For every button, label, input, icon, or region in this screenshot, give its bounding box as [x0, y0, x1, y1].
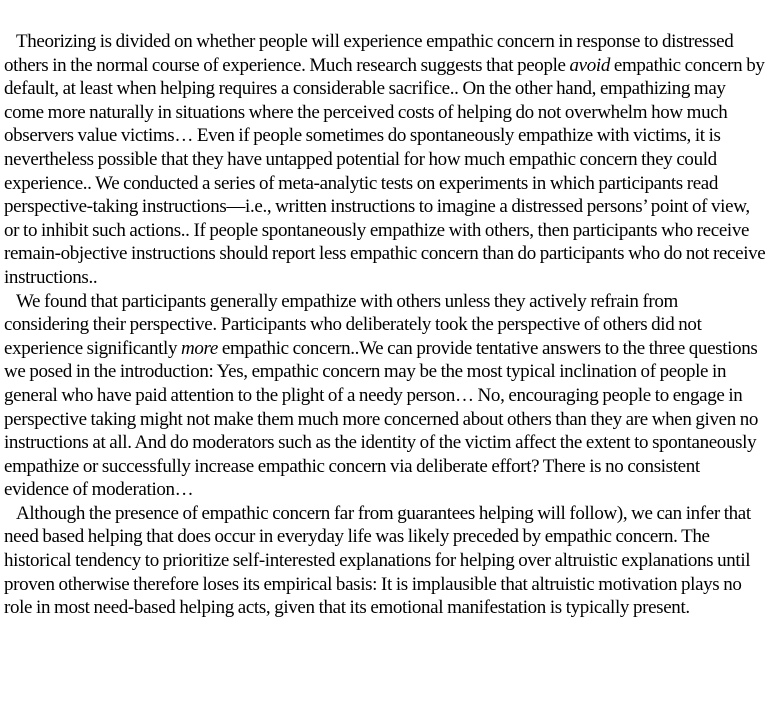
- paragraph-1-text-a: Theorizing is divided on whether people will experience empathic concern in response to distressed others in the normal course of experience. Much research suggests that people: [4, 31, 734, 76]
- paragraph-1-text-b: empathic concern by default, at least when helping requires a considerable sacrifice.. On the other hand, empathizing may come more naturally in situations where the perceived costs of helping do not overwhelm how much observers value victims… Even if people sometimes do spontaneously empathize with victims, it is nevertheless possible that they have untapped potential for how much empathic concern they could experience.. We conducted a series of meta-analytic tests on experiments in which participants read perspective-taking instructions—i.e., written instructions to imagine a distressed persons’ point of view, or to inhibit such actions.. If people spontaneously empathize with others, then participants who receive remain-objective instructions should report less empathic concern than do participants who do not receive instructions..: [4, 54, 766, 288]
- paragraph-3-text: Although the presence of empathic concern far from guarantees helping will follow), we can infer that need based helping that does occur in everyday life was likely preceded by empathic concern. The historical tendency to prioritize self-interested explanations for helping over altruistic explanations until proven otherwise therefore loses its empirical basis: It is implausible that altruistic motivation plays no role in most need-based helping acts, given that its emotional manifestation is typically present.: [4, 502, 751, 619]
- paragraph-2-emphasis: more: [181, 337, 218, 359]
- paragraph-2-text-a: We found that participants generally empathize with others unless they actively refrain from considering their perspective. Participants who deliberately took the perspective of others did not experience significantly: [4, 290, 702, 359]
- paragraph-1: [4, 30, 766, 290]
- paragraph-1-emphasis: avoid: [569, 54, 610, 76]
- paragraph-2-text-b: empathic concern..We can provide tentative answers to the three questions we posed in the introduction: Yes, empathic concern may be the most typical inclination of people in general who have paid attention to the plight of a needy person… No, encouraging people to engage in perspective taking might not make them much more concerned about others than they are when given no instructions at all. And do moderators such as the identity of the victim affect the extent to spontaneously empathize or successfully increase empathic concern via deliberate effort? There is no consistent evidence of moderation…: [4, 337, 759, 501]
- document-body: [4, 30, 766, 620]
- paragraph-2: [4, 290, 766, 502]
- paragraph-3: [4, 502, 766, 620]
